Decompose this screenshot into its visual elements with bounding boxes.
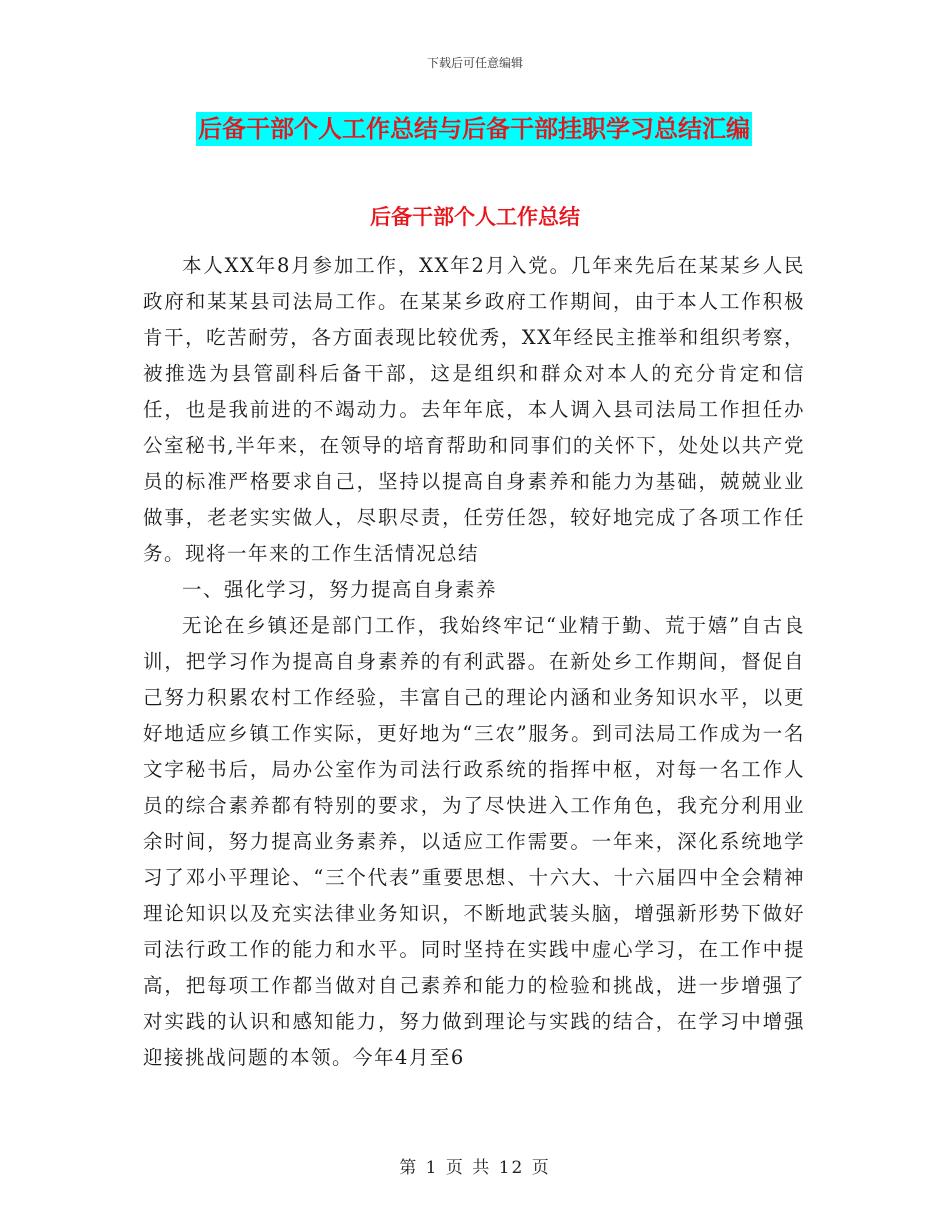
paragraph-heading-learning: 一、强化学习，努力提高自身素养 (182, 578, 498, 601)
page-number-footer: 第 1 页 共 12 页 (399, 1158, 551, 1178)
document-main-title: 后备干部个人工作总结与后备干部挂职学习总结汇编 (196, 112, 752, 146)
section-title: 后备干部个人工作总结 (370, 205, 580, 229)
paragraph-learning: 无论在乡镇还是部门工作，我始终牢记“业精于勤、荒于嬉”自古良训，把学习作为提高自身素养的有利武器。在新处乡工作期间，督促自己努力积累农村工作经验，丰富自己的理论内涵和业务知识水平，以更好地适应乡镇工作实际，更好地为“三农”服务。到司法局工作成为一名文字秘书后，局办公室作为司法行政系统的指挥中枢，对每一名工作人员的综合素养都有特别的要求，为了尽快进入工作角色，我充分利用业余时间，努力提高业务素养，以适应工作需要。一年来，深化系统地学习了邓小平理论、“三个代表”重要思想、十六大、十六届四中全会精神理论知识以及充实法律业务知识，不断地武装头脑，增强新形势下做好司法行政工作的能力和水平。同时坚持在实践中虚心学习，在工作中提高，把每项工作都当做对自己素养和能力的检验和挑战，进一步增强了对实践的认识和感知能力，努力做到理论与实践的结合，在学习中增强迎接挑战问题的本领。今年4月至6 (143, 614, 805, 1069)
document-body (143, 248, 805, 1076)
paragraph-intro: 本人XX年8月参加工作，XX年2月入党。几年来先后在某某乡人民政府和某某县司法局工作。在某某乡政府工作期间，由于本人工作积极肯干，吃苦耐劳，各方面表现比较优秀，XX年经民主推举和组织考察，被推选为县管副科后备干部，这是组织和群众对本人的充分肯定和信任，也是我前进的不竭动力。去年年底，本人调入县司法局工作担任办公室秘书,半年来，在领导的培育帮助和同事们的关怀下，处处以共产党员的标准严格要求自己，坚持以提高自身素养和能力为基础，兢兢业业做事，老老实实做人，尽职尽责，任劳任怨，较好地完成了各项工作任务。现将一年来的工作生活情况总结 (143, 254, 805, 565)
page-header-note: 下载后可任意编辑 (426, 56, 523, 70)
